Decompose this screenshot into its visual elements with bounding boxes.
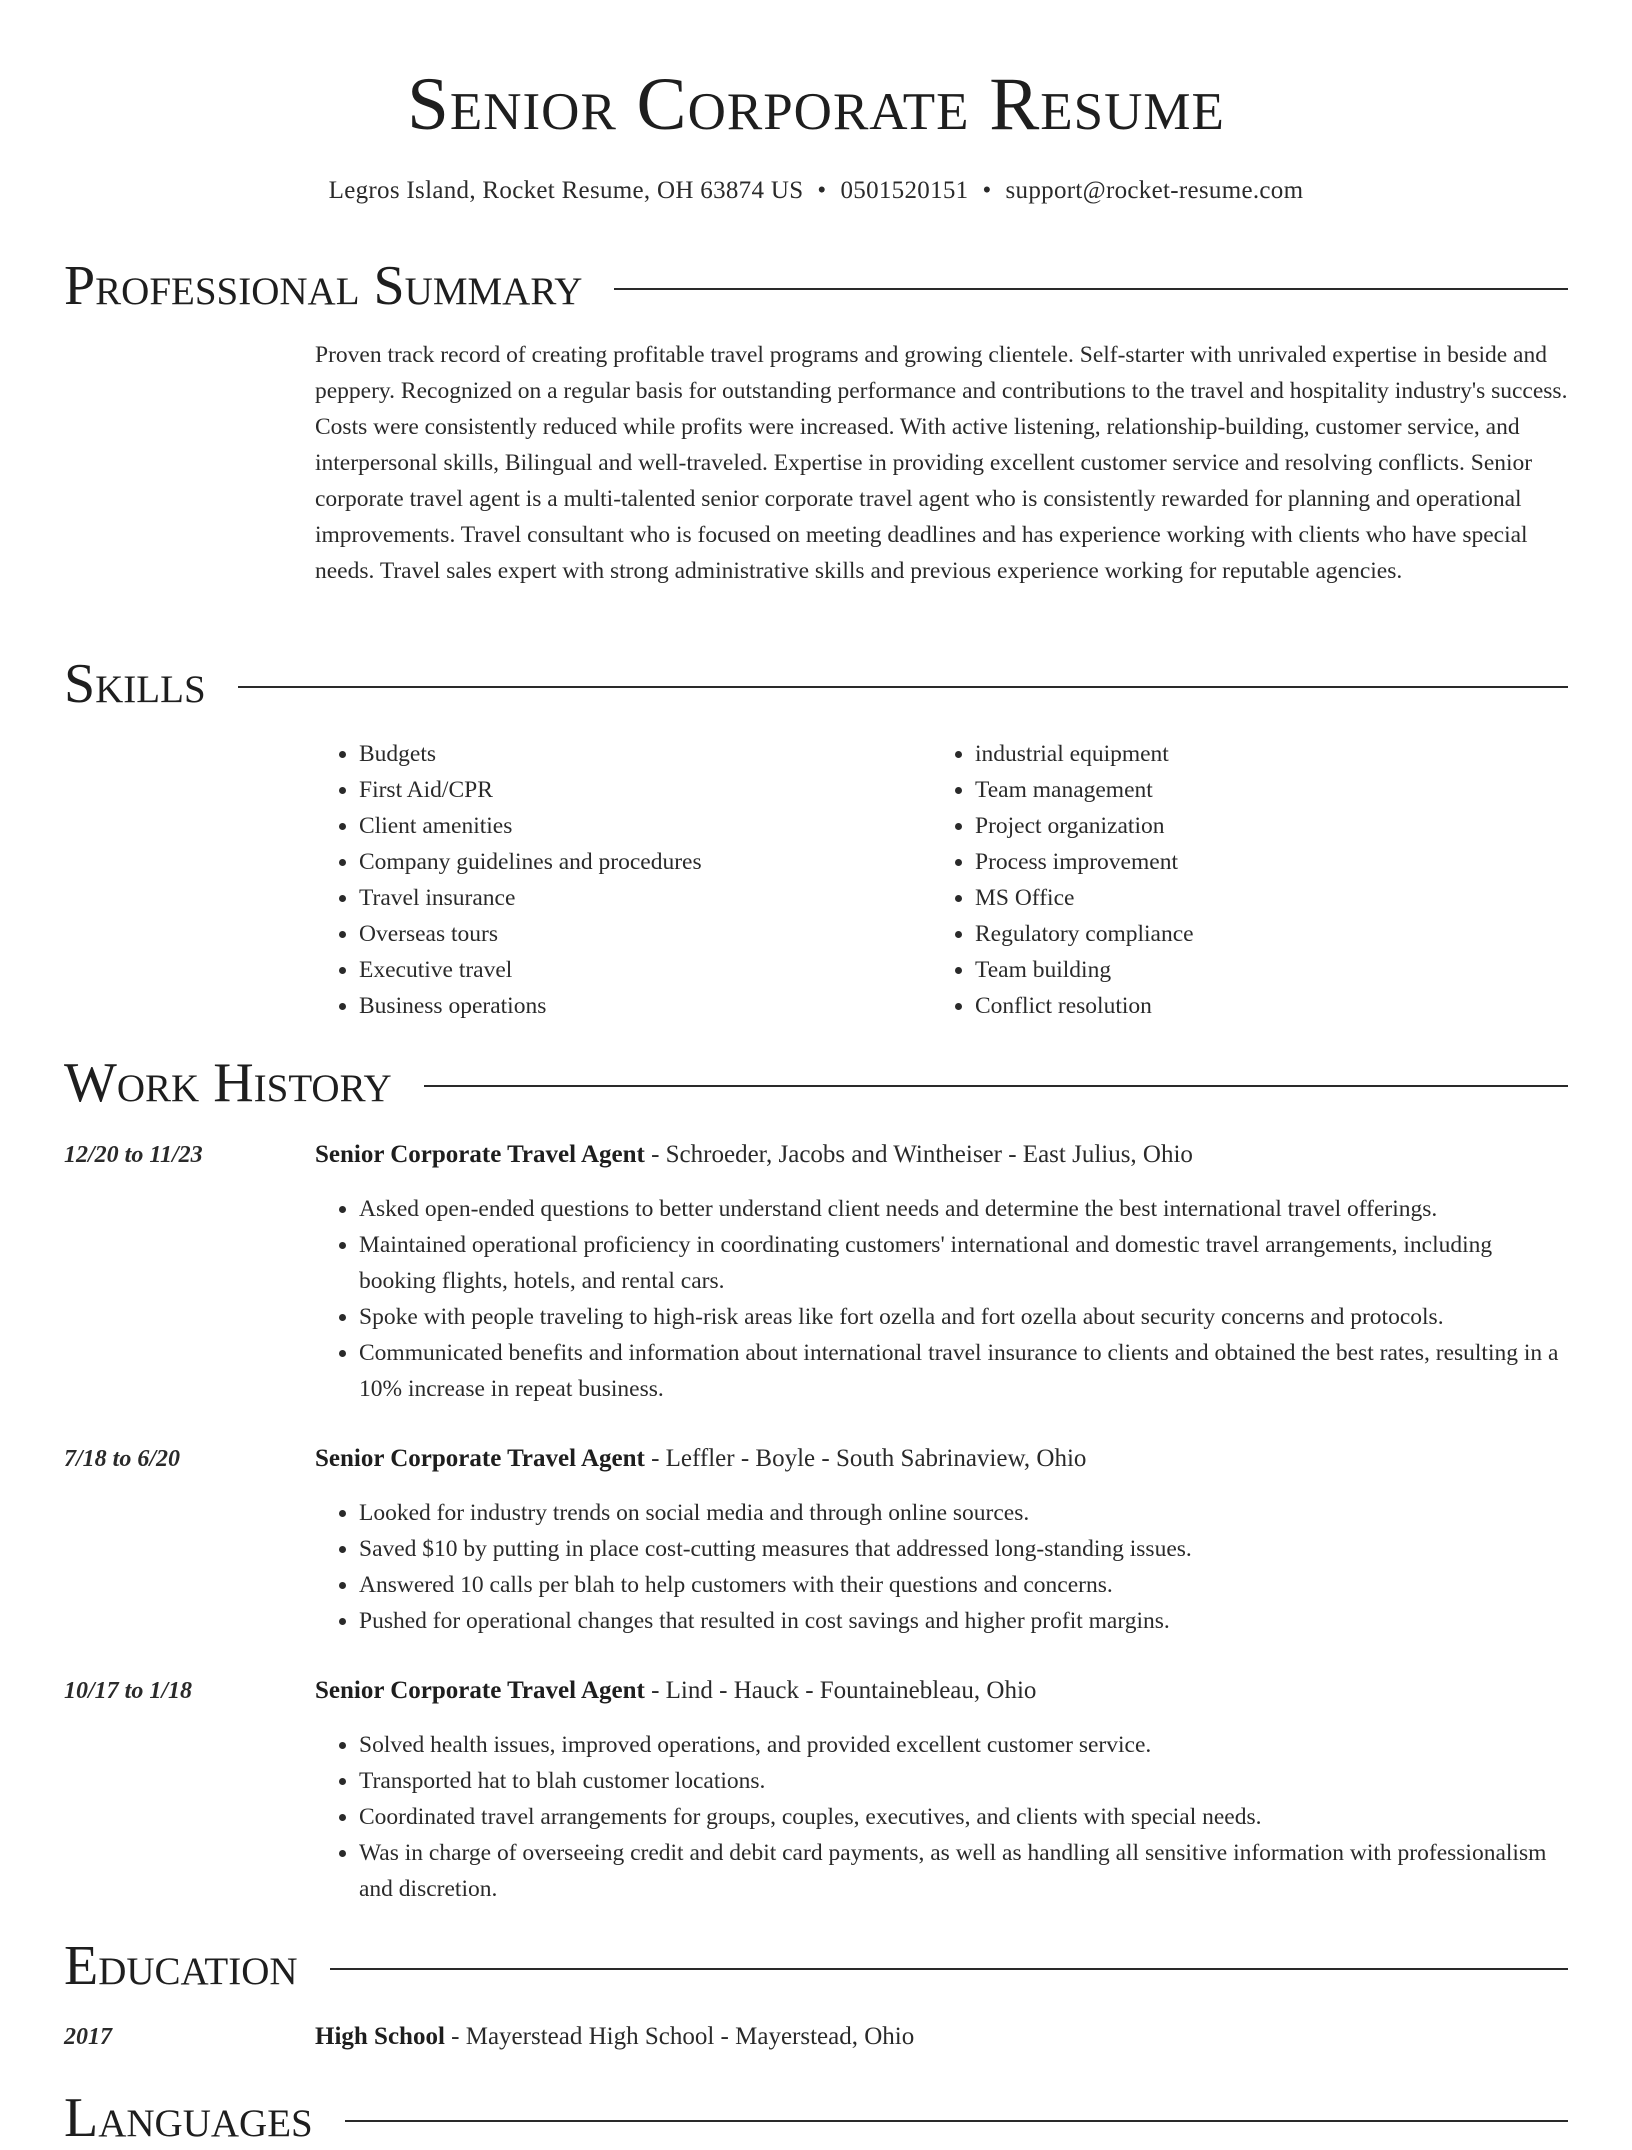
job-bullet: • Transported hat to blah customer locations. [359,1763,1568,1799]
job-bullet: • Answered 10 calls per blah to help customers with their questions and concerns. [359,1567,1568,1603]
job-employer: - Leffler - Boyle - South Sabrinaview, Ohio [644,1445,1087,1472]
section-title: Professional Summary [64,255,583,317]
job-dates: 12/20 to 11/23 [64,1142,203,1168]
job-employer: - Lind - Hauck - Fountainebleau, Ohio [644,1677,1037,1704]
education-year: 2017 [64,2024,112,2050]
skills-column-left [315,736,931,1024]
phone: 0501520151 [840,177,969,204]
job-bullet: • Solved health issues, improved operations, and provided excellent customer service. [359,1727,1568,1763]
education-section-header [64,1934,1568,1998]
job-bullet: • Coordinated travel arrangements for groups, couples, executives, and clients with special needs. [359,1799,1568,1835]
skill-item: • MS Office [975,880,1547,916]
skill-item: • Team management [975,772,1547,808]
job-bullet: • Asked open-ended questions to better understand client needs and determine the best international travel offerings. [359,1191,1568,1227]
section-title: Education [64,1935,298,1997]
email-link[interactable]: support@rocket-resume.com [1005,177,1304,204]
job-bullet: • Communicated benefits and information about international travel insurance to clients and obtained the best rates, resulting in a 10% increase in repeat business. [359,1335,1568,1407]
section-divider [345,2120,1568,2122]
skill-item: • Client amenities [359,808,931,844]
section-title: Work History [64,1052,392,1114]
skill-item: • Project organization [975,808,1547,844]
job-title: Senior Corporate Travel Agent [315,1141,645,1168]
job-bullets [315,1727,1568,1907]
job-heading [315,1441,1086,1477]
education-school: - Mayerstead High School - Mayerstead, Ohio [444,2023,915,2050]
skill-item: • Regulatory compliance [975,916,1547,952]
skill-item: • Overseas tours [359,916,931,952]
job-dates: 7/18 to 6/20 [64,1446,181,1472]
skill-item: • Conflict resolution [975,988,1547,1024]
skills-column-right [931,736,1547,1024]
job-heading [315,1137,1193,1173]
education-degree: High School [315,2023,445,2050]
summary-section-header [64,254,1568,318]
job-heading [315,1673,1036,1709]
languages-section-header [64,2086,1568,2150]
job-dates: 10/17 to 1/18 [64,1678,193,1704]
job-bullet: • Spoke with people traveling to high-risk areas like fort ozella and fort ozella about security concerns and protocols. [359,1299,1568,1335]
section-divider [424,1085,1568,1087]
job-title: Senior Corporate Travel Agent [315,1677,645,1704]
job-title: Senior Corporate Travel Agent [315,1445,645,1472]
skill-item: • Business operations [359,988,931,1024]
skill-item: • Travel insurance [359,880,931,916]
skills-section-header [64,652,1568,716]
separator: • [982,177,992,204]
section-divider [238,686,1568,688]
work-section-header [64,1051,1568,1115]
skill-item: • Executive travel [359,952,931,988]
address: Legros Island, Rocket Resume, OH 63874 US [328,177,804,204]
section-divider [614,288,1568,290]
skill-item: • Team building [975,952,1547,988]
section-title: Skills [64,653,206,715]
separator: • [817,177,827,204]
job-bullets [315,1495,1568,1639]
job-bullet: • Pushed for operational changes that resulted in cost savings and higher profit margins. [359,1603,1568,1639]
skill-item: • Company guidelines and procedures [359,844,931,880]
skill-item: • Process improvement [975,844,1547,880]
job-bullet: • Maintained operational proficiency in coordinating customers' international and domestic travel arrangements, including booking flights, hotels, and rental cars. [359,1227,1568,1299]
job-employer: - Schroeder, Jacobs and Wintheiser - East Julius, Ohio [644,1141,1193,1168]
job-bullet: • Was in charge of overseeing credit and debit card payments, as well as handling all sensitive information with professionalism and discretion. [359,1835,1568,1907]
skills-list [315,736,1568,1024]
education-heading [315,2019,914,2055]
section-divider [330,1968,1568,1970]
skill-item: • industrial equipment [975,736,1547,772]
job-bullet: • Saved $10 by putting in place cost-cutting measures that addressed long-standing issues. [359,1531,1568,1567]
section-title: Languages [64,2087,313,2149]
job-bullets [315,1191,1568,1407]
contact-line [0,175,1632,207]
skill-item: • First Aid/CPR [359,772,931,808]
resume-name: Senior Corporate Resume [407,63,1225,146]
skill-item: • Budgets [359,736,931,772]
job-bullet: • Looked for industry trends on social media and through online sources. [359,1495,1568,1531]
summary-text: Proven track record of creating profitable travel programs and growing clientele. Self-starter with unrivaled expertise in beside and peppery. Recognized on a regular basis for outstanding performance and contributions to the travel and hospitality industry's success. Costs were consistently reduced while profits were increased. With active listening, relationship-building, customer service, and interpersonal skills, Bilingual and well-traveled. Expertise in providing excellent customer service and resolving conflicts. Senior corporate travel agent is a multi-talented senior corporate travel agent who is consistently rewarded for planning and operational improvements. Travel consultant who is focused on meeting deadlines and has experience working with clients who have special needs. Travel sales expert with strong administrative skills and previous experience working for reputable agencies. [315,342,1568,584]
